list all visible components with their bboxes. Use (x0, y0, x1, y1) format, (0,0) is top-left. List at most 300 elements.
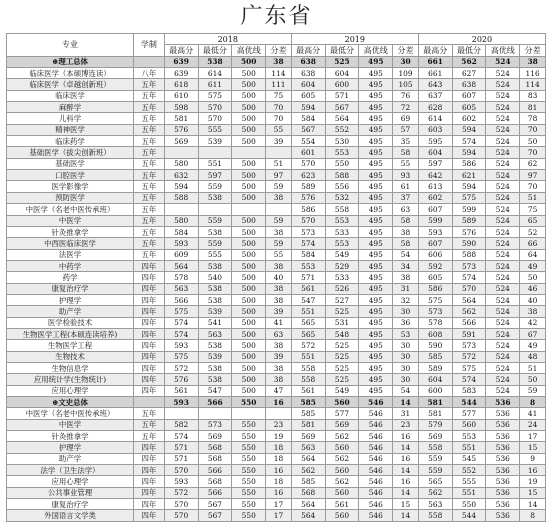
min-score: 611 (198, 79, 232, 90)
score-diff: 109 (393, 68, 419, 79)
min-score: 564 (325, 113, 359, 124)
cutoff-line: 495 (359, 170, 393, 181)
min-score: 527 (325, 294, 359, 305)
min-score: 533 (325, 272, 359, 283)
cutoff-line: 495 (359, 351, 393, 362)
score-diff: 38 (266, 374, 292, 385)
min-score: 525 (325, 56, 359, 67)
max-score: 614 (418, 113, 452, 124)
max-score: 579 (418, 419, 452, 430)
cutoff-line: 536 (486, 476, 520, 487)
score-diff (266, 147, 292, 158)
max-score: 632 (164, 170, 198, 181)
max-score: 564 (291, 510, 325, 521)
score-diff: 18 (266, 476, 292, 487)
cutoff-line: 495 (359, 56, 393, 67)
cutoff-line: 500 (232, 238, 266, 249)
major-name: 生物医学工程 (7, 340, 134, 351)
major-name: 临床医学（卓越创新班） (7, 79, 134, 90)
min-score: 538 (198, 294, 232, 305)
table-row (7, 362, 546, 373)
duration: 四年 (134, 272, 165, 283)
max-score: 571 (164, 453, 198, 464)
max-score: 576 (164, 124, 198, 135)
major-name: 中医学（名老中医传承班） (7, 204, 134, 215)
max-score: 585 (418, 351, 452, 362)
min-score: 614 (198, 68, 232, 79)
score-diff: 64 (520, 249, 546, 260)
cutoff-line: 550 (232, 510, 266, 521)
duration: 五年 (134, 147, 165, 158)
cutoff-line: 536 (486, 431, 520, 442)
min-score: 573 (452, 260, 486, 271)
table-row (7, 317, 546, 328)
cutoff-line: 524 (486, 306, 520, 317)
score-diff: 8 (520, 510, 546, 521)
score-diff: 70 (266, 113, 292, 124)
score-diff: 15 (520, 487, 546, 498)
max-score: 567 (291, 124, 325, 135)
score-diff: 31 (393, 283, 419, 294)
table-row (7, 124, 546, 135)
cutoff-line: 524 (486, 90, 520, 101)
subcol-min: 最低分 (452, 45, 486, 56)
duration: 五年 (134, 113, 165, 124)
table-row (7, 374, 546, 385)
major-name: 生物技术 (7, 351, 134, 362)
table-row (7, 215, 546, 226)
cutoff-line: 524 (486, 147, 520, 158)
table-row (7, 102, 546, 113)
table-row (7, 431, 546, 442)
cutoff-line: 524 (486, 249, 520, 260)
table-row (7, 158, 546, 169)
duration: 五年 (134, 79, 165, 90)
cutoff-line: 500 (232, 294, 266, 305)
major-name: 临床医学 (7, 90, 134, 101)
table-row (7, 68, 546, 79)
min-score: 553 (325, 215, 359, 226)
score-diff: 114 (266, 68, 292, 79)
subcol-diff: 分差 (393, 45, 419, 56)
min-score: 525 (325, 351, 359, 362)
year-header-row (7, 34, 546, 45)
cutoff-line: 524 (486, 204, 520, 215)
min-score: 559 (198, 238, 232, 249)
cutoff-line: 524 (486, 136, 520, 147)
cutoff-line: 524 (486, 317, 520, 328)
table-row (7, 328, 546, 339)
min-score: 568 (198, 476, 232, 487)
table-row (7, 272, 546, 283)
score-diff: 38 (266, 340, 292, 351)
duration: 四年 (134, 340, 165, 351)
min-score: 575 (452, 192, 486, 203)
cutoff-line: 495 (359, 249, 393, 260)
min-score: 586 (452, 158, 486, 169)
cutoff-line: 495 (359, 124, 393, 135)
min-score (198, 408, 232, 419)
max-score: 601 (291, 147, 325, 158)
major-name: ⊕文史总体 (7, 397, 134, 408)
max-score: 570 (164, 465, 198, 476)
score-diff: 116 (520, 68, 546, 79)
min-score: 548 (325, 328, 359, 339)
max-score: 578 (418, 317, 452, 328)
cutoff-line: 536 (486, 499, 520, 510)
max-score: 563 (291, 442, 325, 453)
cutoff-line: 546 (359, 442, 393, 453)
score-diff: 66 (520, 238, 546, 249)
max-score: 618 (164, 79, 198, 90)
score-diff: 65 (520, 215, 546, 226)
score-diff: 38 (393, 226, 419, 237)
score-diff: 32 (393, 294, 419, 305)
score-diff: 23 (393, 419, 419, 430)
max-score: 561 (164, 385, 198, 396)
cutoff-line: 536 (486, 487, 520, 498)
cutoff-line: 495 (359, 317, 393, 328)
table-row (7, 181, 546, 192)
max-score: 584 (164, 226, 198, 237)
cutoff-line: 495 (359, 90, 393, 101)
max-score: 604 (418, 374, 452, 385)
duration: 五年 (134, 249, 165, 260)
min-score: 549 (325, 249, 359, 260)
max-score: 573 (418, 306, 452, 317)
year-header-2018: 2018 (164, 34, 291, 45)
score-diff: 30 (393, 56, 419, 67)
score-diff: 16 (520, 465, 546, 476)
cutoff-line: 500 (232, 226, 266, 237)
subcol-min: 最低分 (198, 45, 232, 56)
major-name: 康复治疗学 (7, 283, 134, 294)
table-row (7, 249, 546, 260)
min-score: 552 (452, 465, 486, 476)
duration: 四年 (134, 487, 165, 498)
cutoff-line: 550 (232, 476, 266, 487)
cutoff-line: 500 (232, 124, 266, 135)
cutoff-line: 546 (359, 510, 393, 521)
cutoff-line: 500 (232, 170, 266, 181)
cutoff-line: 536 (486, 465, 520, 476)
max-score: 642 (418, 170, 452, 181)
cutoff-line: 495 (359, 204, 393, 215)
cutoff-line: 524 (486, 374, 520, 385)
score-diff: 83 (520, 90, 546, 101)
duration: 五年 (134, 431, 165, 442)
max-score: 565 (291, 328, 325, 339)
score-diff: 24 (520, 419, 546, 430)
cutoff-line: 546 (359, 419, 393, 430)
max-score: 588 (164, 192, 198, 203)
max-score: 561 (291, 283, 325, 294)
score-diff (266, 204, 292, 215)
major-name: 助产学 (7, 306, 134, 317)
page-title: 广东省 (240, 4, 313, 29)
score-diff: 35 (393, 136, 419, 147)
score-diff: 49 (520, 260, 546, 271)
min-score: 605 (452, 102, 486, 113)
subcol-diff: 分差 (520, 45, 546, 56)
major-name: 应用心理学 (7, 476, 134, 487)
min-score: 560 (325, 442, 359, 453)
max-score: 565 (291, 317, 325, 328)
table-row (7, 204, 546, 215)
min-score: 570 (198, 102, 232, 113)
table-row (7, 442, 546, 453)
score-diff: 18 (266, 442, 292, 453)
major-name: 外国语言文学类 (7, 510, 134, 521)
min-score: 529 (325, 260, 359, 271)
score-diff: 41 (520, 408, 546, 419)
max-score (164, 147, 198, 158)
max-score: 553 (291, 260, 325, 271)
min-score: 588 (452, 249, 486, 260)
score-diff: 78 (520, 113, 546, 124)
cutoff-line: 524 (486, 351, 520, 362)
duration: 五年 (134, 170, 165, 181)
score-diff: 38 (266, 56, 292, 67)
max-score: 574 (164, 431, 198, 442)
major-name: 儿科学 (7, 113, 134, 124)
cutoff-line: 546 (359, 487, 393, 498)
cutoff-line: 500 (232, 272, 266, 283)
min-score: 539 (198, 351, 232, 362)
table-row (7, 408, 546, 419)
table-row (7, 283, 546, 294)
score-diff: 38 (520, 306, 546, 317)
min-score: 583 (452, 385, 486, 396)
max-score: 563 (418, 499, 452, 510)
max-score: 599 (418, 215, 452, 226)
score-diff: 97 (266, 170, 292, 181)
min-score: 562 (325, 431, 359, 442)
max-score: 608 (418, 328, 452, 339)
max-score: 559 (418, 453, 452, 464)
score-diff: 55 (393, 158, 419, 169)
cutoff-line: 495 (359, 113, 393, 124)
score-diff: 30 (393, 362, 419, 373)
subcol-line: 高优线 (486, 45, 520, 56)
min-score: 551 (452, 442, 486, 453)
major-name: 中医学 (7, 419, 134, 430)
min-score: 562 (452, 56, 486, 67)
table-row (7, 136, 546, 147)
min-score: 559 (198, 215, 232, 226)
major-name: 针灸推拿学 (7, 431, 134, 442)
major-name: 中医学（名老中医传承班） (7, 408, 134, 419)
min-score: 525 (325, 340, 359, 351)
score-diff: 54 (393, 249, 419, 260)
min-score: 560 (325, 487, 359, 498)
cutoff-line: 550 (232, 453, 266, 464)
duration: 四年 (134, 306, 165, 317)
score-diff: 61 (393, 181, 419, 192)
cutoff-line: 550 (232, 442, 266, 453)
min-score: 555 (452, 476, 486, 487)
max-score: 564 (291, 453, 325, 464)
min-score: 570 (198, 113, 232, 124)
min-score: 566 (198, 465, 232, 476)
max-score: 604 (291, 79, 325, 90)
duration: 四年 (134, 294, 165, 305)
max-score: 585 (291, 397, 325, 408)
max-score: 554 (291, 136, 325, 147)
cutoff-line: 500 (232, 181, 266, 192)
score-diff: 48 (520, 351, 546, 362)
min-score: 555 (198, 249, 232, 260)
score-diff (266, 408, 292, 419)
cutoff-line: 500 (232, 79, 266, 90)
max-score: 572 (291, 340, 325, 351)
max-score: 589 (291, 181, 325, 192)
max-score: 565 (418, 476, 452, 487)
cutoff-line: 500 (232, 215, 266, 226)
score-diff: 38 (266, 294, 292, 305)
cutoff-line: 550 (232, 419, 266, 430)
score-diff: 16 (266, 465, 292, 476)
table-row (7, 351, 546, 362)
table-row (7, 238, 546, 249)
cutoff-line: 495 (359, 181, 393, 192)
major-name: 中医学 (7, 215, 134, 226)
score-diff: 31 (393, 408, 419, 419)
duration: 四年 (134, 499, 165, 510)
max-score: 551 (291, 306, 325, 317)
max-score: 584 (291, 249, 325, 260)
table-row (7, 487, 546, 498)
score-diff: 70 (520, 147, 546, 158)
max-score: 613 (418, 181, 452, 192)
cutoff-line: 524 (486, 272, 520, 283)
max-score: 602 (418, 192, 452, 203)
table-row (7, 113, 546, 124)
score-diff: 17 (266, 499, 292, 510)
min-score: 591 (452, 328, 486, 339)
duration: 五年 (134, 408, 165, 419)
group-row (7, 397, 546, 408)
max-score: 585 (291, 408, 325, 419)
score-diff: 38 (393, 272, 419, 283)
max-score: 559 (418, 465, 452, 476)
duration (134, 397, 165, 408)
max-score: 582 (164, 419, 198, 430)
score-diff: 40 (266, 272, 292, 283)
major-name: 生物信息学 (7, 362, 134, 373)
max-score: 581 (164, 113, 198, 124)
min-score: 562 (325, 476, 359, 487)
score-diff: 14 (393, 397, 419, 408)
min-score: 525 (325, 374, 359, 385)
cutoff-line: 524 (486, 181, 520, 192)
cutoff-line: 546 (359, 431, 393, 442)
min-score: 569 (198, 431, 232, 442)
min-score: 599 (452, 204, 486, 215)
min-score: 573 (198, 419, 232, 430)
min-score: 572 (452, 351, 486, 362)
score-diff: 36 (393, 317, 419, 328)
score-diff: 75 (266, 90, 292, 101)
max-score: 593 (164, 397, 198, 408)
max-score: 610 (164, 90, 198, 101)
table-row (7, 419, 546, 430)
score-diff: 63 (266, 328, 292, 339)
min-score: 575 (452, 362, 486, 373)
min-score: 567 (325, 102, 359, 113)
max-score: 568 (291, 487, 325, 498)
cutoff-line: 500 (232, 317, 266, 328)
duration: 四年 (134, 374, 165, 385)
max-score: 569 (291, 431, 325, 442)
max-score: 578 (164, 272, 198, 283)
duration: 五年 (134, 181, 165, 192)
cutoff-line: 550 (232, 499, 266, 510)
max-score: 574 (164, 328, 198, 339)
score-diff: 59 (266, 181, 292, 192)
score-diff: 15 (520, 442, 546, 453)
cutoff-line: 536 (486, 510, 520, 521)
max-score: 604 (418, 147, 452, 158)
max-score: 571 (291, 272, 325, 283)
min-score: 559 (198, 181, 232, 192)
min-score: 589 (452, 215, 486, 226)
max-score: 570 (164, 510, 198, 521)
table-row (7, 192, 546, 203)
subcol-diff: 分差 (266, 45, 292, 56)
score-diff: 58 (393, 147, 419, 158)
score-diff: 57 (393, 124, 419, 135)
cutoff-line (232, 204, 266, 215)
max-score: 575 (418, 294, 452, 305)
max-score: 628 (418, 102, 452, 113)
cutoff-line: 550 (232, 465, 266, 476)
score-diff: 9 (520, 453, 546, 464)
max-score: 566 (164, 294, 198, 305)
min-score: 574 (452, 272, 486, 283)
cutoff-line: 495 (359, 226, 393, 237)
score-diff: 81 (520, 102, 546, 113)
duration: 五年 (134, 192, 165, 203)
max-score: 581 (418, 408, 452, 419)
cutoff-line: 495 (359, 294, 393, 305)
min-score: 627 (452, 68, 486, 79)
major-name: 公共事业管理 (7, 487, 134, 498)
min-score: 604 (325, 68, 359, 79)
cutoff-line: 524 (486, 340, 520, 351)
major-name: 基础医学 (7, 158, 134, 169)
cutoff-line: 500 (232, 192, 266, 203)
cutoff-line: 524 (486, 294, 520, 305)
min-score: 567 (198, 510, 232, 521)
min-score: 568 (198, 442, 232, 453)
table-row (7, 226, 546, 237)
cutoff-line: 550 (232, 397, 266, 408)
duration: 五年 (134, 124, 165, 135)
score-diff: 17 (266, 510, 292, 521)
max-score: 558 (291, 362, 325, 373)
min-score: 564 (452, 294, 486, 305)
max-score: 637 (418, 90, 452, 101)
duration: 八年 (134, 68, 165, 79)
score-diff: 55 (266, 124, 292, 135)
cutoff-line: 524 (486, 170, 520, 181)
min-score: 538 (198, 362, 232, 373)
min-score: 533 (325, 226, 359, 237)
duration-column-header: 学制 (134, 34, 165, 57)
max-score: 589 (418, 362, 452, 373)
cutoff-line: 495 (359, 158, 393, 169)
